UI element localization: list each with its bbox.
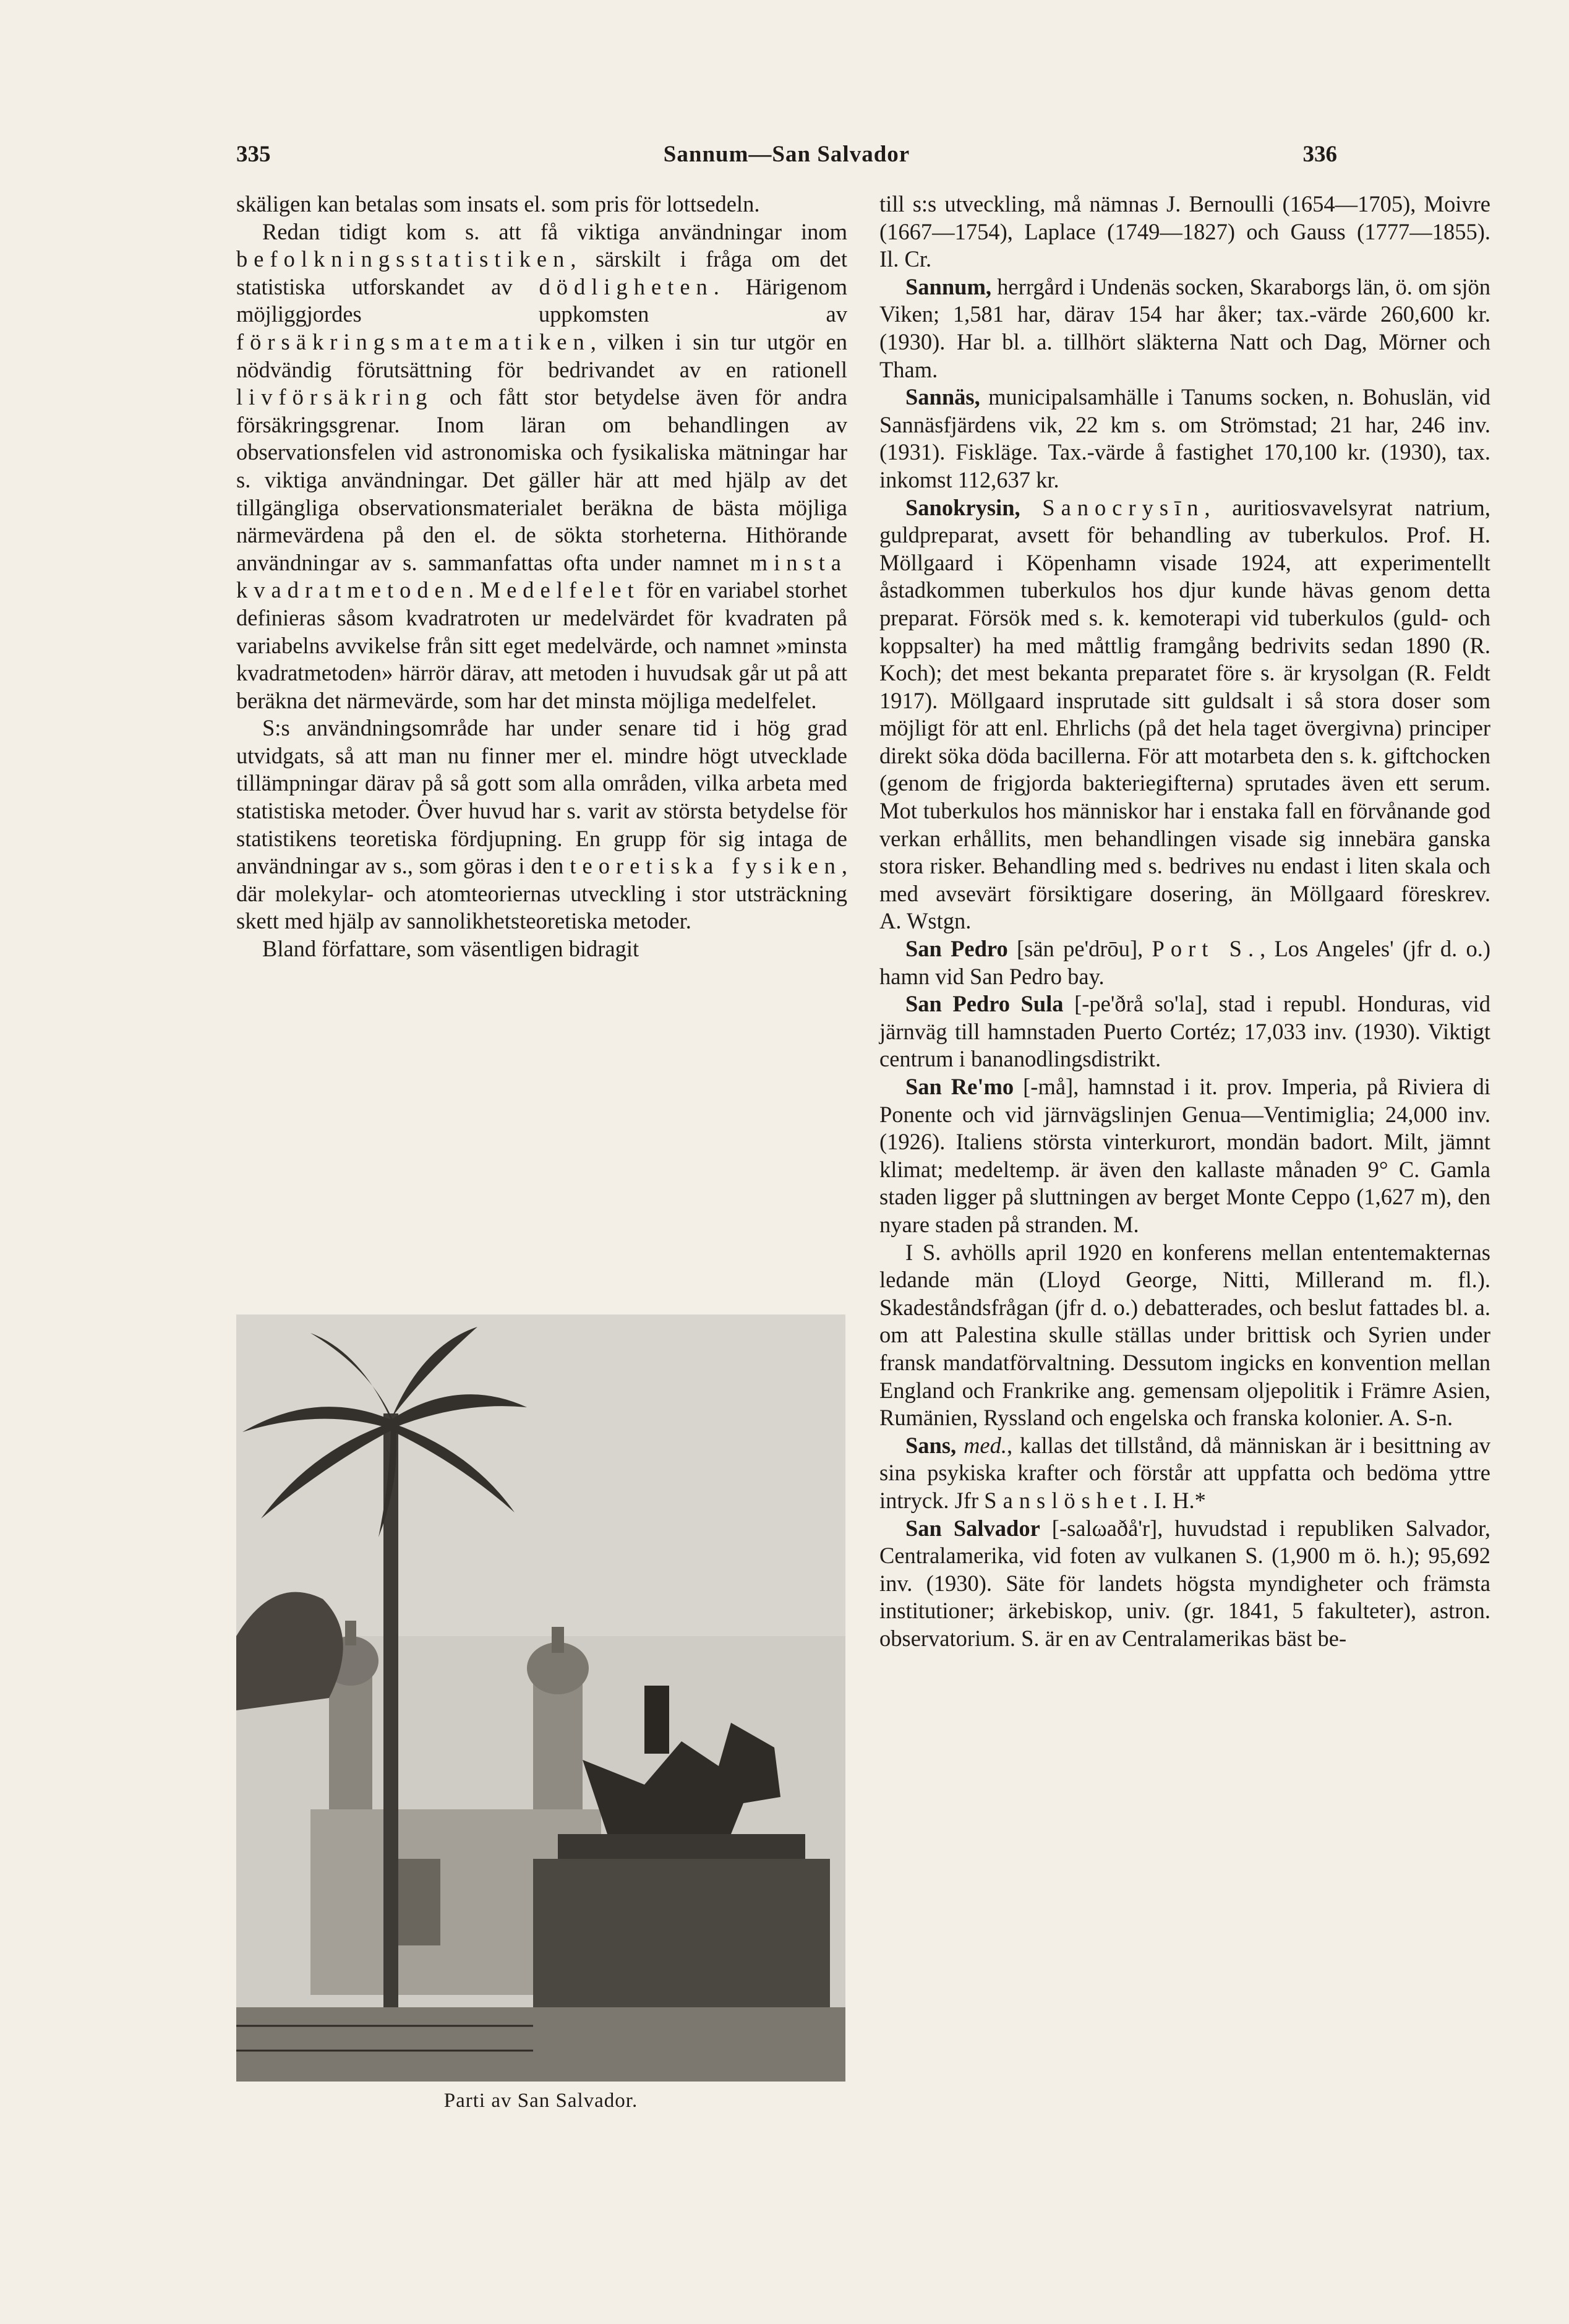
text: S:s användningsområde har under senare tid i hög grad utvidgats, så att man nu finner mer el. mindre högt utvecklade tillämpningar därav på så gott som alla områden, vilka arbeta med statistiska metoder. Över huvud har s. varit av största betydelse för statistikens teoretiska fördjupning. En grupp för sig intaga de användningar av s., som göras i den bbox=[236, 715, 847, 879]
left-paragraph-1 bbox=[236, 191, 847, 218]
left-paragraph-2 bbox=[236, 218, 847, 715]
entry-sans bbox=[879, 1432, 1490, 1515]
text: [-må], hamnstad i it. prov. Imperia, på Riviera di Ponente och vid järnvägslinjen Genua—Ventimiglia; 24,000 inv. (1926). Italiens största vinterkurort, mondän badort. Milt, jämnt klimat; medeltemp. är även den kallaste månaden 9° C. Gamla staden ligger på sluttningen av berget Monte Ceppo (1,627 m), den nyare staden på stranden. bbox=[879, 1074, 1490, 1237]
left-column bbox=[236, 191, 847, 963]
author-signature: Il. Cr. bbox=[879, 246, 932, 272]
left-paragraph-4 bbox=[236, 935, 847, 963]
spaced-term: Sanslöshet bbox=[984, 1487, 1143, 1513]
text: , där molekylar- och atomteoriernas utveckling i stor utsträckning skett med hjälp av sannolikhetsteoretiska metoder. bbox=[236, 853, 847, 934]
text: [-salωaðå'r], huvudstad i republiken Salvador, Centralamerika, vid foten av vulkanen S. (1,900 m ö. h.); 95,692 inv. (1930). Säte för landets högsta myndigheter och främsta institutioner; ärkebiskop, univ. (gr. 1841, 5 fakulteter), astron. observatorium. S. är en av Centralamerikas bäst be- bbox=[879, 1515, 1490, 1651]
text: , auritiosvavelsyrat natrium, guldpreparat, avsett för behandling av tuberkulos. Prof. H. Möllgaard i Köpenhamn visade 1924, att experimentellt åstadkommen tuberkulos hos djur kunde hävas genom detta preparat. Försök med s. k. kemoterapi vid tuberkulos (guld- och koppsalter) ha med måttlig framgång bedrivits sedan 1890 (R. Koch); det mest bekanta preparatet före s. är krysolgan (R. Feldt 1917). Möllgaard insprutade sitt guldsalt i så stora doser som möjligt för att enl. Ehrlichs (på det hela taget övergivna) principer direkt söka döda bacillerna. För att motarbeta den s. k. giftchocken (genom de frigjorda bakteriegifterna) sprutades även ett serum. Mot tuberkulos hos människor har i enstaka fall en förvånande god verkan erhållits, men behandlingen visade sig innebära ganska stora risker. Behandling med s. bedrives nu endast i liten skala och med avsevärt försiktigare dosering, än Möllgaard föreskrev. bbox=[879, 494, 1490, 906]
entry-headword: San Salvador bbox=[905, 1515, 1040, 1541]
text: [-pe'ðrå so'la], stad i republ. Honduras, vid järnväg till hamnstaden Puerto Cortéz; 17,033 inv. (1930). Viktigt centrum i bananodlingsdistrikt. bbox=[879, 991, 1490, 1072]
running-title: Sannum—San Salvador bbox=[663, 142, 910, 167]
text: . Härigenom möjliggjordes uppkomsten av bbox=[236, 273, 847, 327]
spaced-term: minsta kvadratmetoden bbox=[236, 549, 847, 603]
text: för en variabel storhet definieras såsom kvadratroten ur medelvärdet för kvadraten på variabelns avvikelse från sitt eget medelvärde, och namnet »minsta kvadratmetoden» härrör därav, att metoden i huvudsak går ut på att beräkna det närmevärde, som har det minsta möjliga medelfelet. bbox=[236, 577, 848, 713]
spaced-term: Sanocrysīn bbox=[1042, 494, 1205, 520]
left-paragraph-3 bbox=[236, 714, 847, 935]
entry-headword: San Pedro bbox=[905, 936, 1008, 962]
entry-san-pedro-sula bbox=[879, 990, 1490, 1073]
text: , vilken i sin tur utgör en nödvändig förutsättning för bedrivandet av en rationell bbox=[236, 328, 847, 382]
photo-illustration bbox=[236, 1314, 845, 2082]
page-header bbox=[236, 141, 1337, 178]
author-signature: I. H.* bbox=[1153, 1487, 1206, 1513]
entry-headword: Sannäs, bbox=[905, 384, 980, 410]
entry-san-remo-p2 bbox=[879, 1239, 1490, 1432]
text: , särskilt i fråga om det statistiska utforskandet av bbox=[236, 246, 847, 299]
text: Bland författare, som väsentligen bidragit bbox=[262, 936, 639, 962]
spaced-term: livförsäkring bbox=[236, 384, 434, 410]
entry-san-pedro bbox=[879, 935, 1490, 990]
entry-headword: San Re'mo bbox=[905, 1074, 1014, 1099]
subject-abbrev: med. bbox=[956, 1432, 1007, 1458]
text: skäligen kan betalas som insats el. som pris för lottsedeln. bbox=[236, 191, 760, 217]
text: till s:s utveckling, må nämnas J. Bernoulli (1654—1705), Moivre (1667—1754), Laplace (1749—1827) och Gauss (1777—1855). bbox=[879, 191, 1490, 244]
spaced-term: försäkringsmatematiken bbox=[236, 328, 591, 354]
text: , kallas det tillstånd, då människan är i besittning av sina psykiska krafter och förstår att uppfatta och bedöma yttre intryck. Jfr bbox=[879, 1432, 1491, 1513]
text: , Los Angeles' (jfr d. o.) hamn vid San Pedro bay. bbox=[879, 936, 1490, 989]
entry-san-salvador bbox=[879, 1515, 1490, 1653]
spaced-term: teoretiska fysiken bbox=[570, 853, 842, 879]
text: municipalsamhälle i Tanums socken, n. Bohuslän, vid Sannäsfjärdens vik, 22 km s. om Strömstad; 21 har, 246 inv. (1931). Fiskläge. Tax.-värde å fastighet 170,100 kr. (1930), tax. inkomst 112,637 kr. bbox=[879, 384, 1490, 492]
author-signature: M. bbox=[1113, 1211, 1139, 1237]
photo-caption: Parti av San Salvador. bbox=[443, 2090, 638, 2112]
entry-headword: Sanokrysin, bbox=[905, 494, 1020, 520]
spaced-term: dödligheten bbox=[539, 273, 714, 299]
entry-sannum bbox=[879, 273, 1490, 384]
text: I S. avhölls april 1920 en konferens mellan ententemakternas ledande män (Lloyd George, Nitti, Millerand m. fl.). Skadeståndsfrågan (jfr d. o.) debatterades, och beslut fattades bl. a. om att Palestina skulle ställas under brittisk och Syrien under fransk mandatförvaltning. Dessutom ingicks en konvention mellan England och Frankrike ang. gemensam oljepolitik i Främre Asien, Rumänien, Ryssland och engelska och franska kolonier. bbox=[879, 1239, 1490, 1431]
text: herrgård i Undenäs socken, Skaraborgs län, ö. om sjön Viken; 1,581 har, därav 154 har åker; tax.-värde 260,600 kr. (1930). Har bl. a. tillhört släkterna Natt och Dag, Mörner och Tham. bbox=[879, 273, 1490, 382]
entry-headword: San Pedro Sula bbox=[905, 991, 1064, 1017]
spaced-term: Port S. bbox=[1152, 936, 1260, 962]
text: och fått stor betydelse även för andra försäkringsgrenar. Inom läran om behandlingen av observationsfelen vid astronomiska och fysikaliska mätningar har s. viktiga användningar. Det gäller här att med hjälp av det tillgängliga observationsmaterialet beräkna de bästa möjliga närmevärdena på den el. de sökta storheterna. Hithörande användningar av s. sammanfattas ofta under namnet bbox=[236, 384, 847, 575]
right-column bbox=[879, 191, 1490, 1652]
page-number-left: 335 bbox=[236, 142, 271, 167]
text: . bbox=[468, 577, 481, 603]
author-signature: A. S-n. bbox=[1388, 1405, 1453, 1431]
author-signature: A. Wstgn. bbox=[879, 908, 972, 934]
entry-headword: Sans, bbox=[905, 1432, 957, 1458]
text: . bbox=[1142, 1487, 1148, 1513]
entry-sannas bbox=[879, 384, 1490, 494]
photo-san-salvador bbox=[236, 1314, 845, 2082]
page-number-right: 336 bbox=[1302, 142, 1337, 167]
text: [sän pe'drōu], bbox=[1007, 936, 1152, 962]
spaced-term: befolkningsstatistiken bbox=[236, 246, 571, 272]
entry-san-remo bbox=[879, 1073, 1490, 1239]
entry-headword: Sannum, bbox=[905, 273, 991, 299]
spaced-term: Medelfelet bbox=[480, 577, 640, 603]
entry-sanokrysin bbox=[879, 494, 1490, 936]
right-paragraph-1 bbox=[879, 191, 1490, 273]
text: Redan tidigt kom s. att få viktiga användningar inom bbox=[262, 218, 847, 244]
